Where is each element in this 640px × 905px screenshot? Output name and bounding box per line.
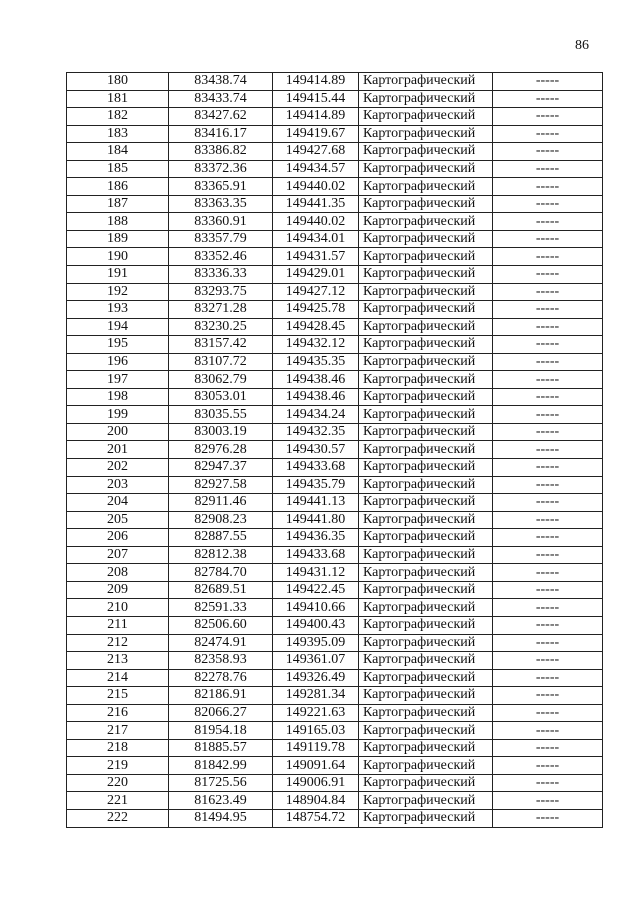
- point-number-cell: 200: [67, 423, 169, 441]
- accuracy-cell: -----: [493, 73, 603, 91]
- y-coordinate-cell: 148904.84: [273, 792, 359, 810]
- y-coordinate-cell: 149429.01: [273, 266, 359, 284]
- y-coordinate-cell: 149433.68: [273, 546, 359, 564]
- point-number-cell: 212: [67, 634, 169, 652]
- method-cell: Картографический: [359, 739, 493, 757]
- accuracy-cell: -----: [493, 336, 603, 354]
- point-number-cell: 198: [67, 388, 169, 406]
- x-coordinate-cell: 81885.57: [169, 739, 273, 757]
- point-number-cell: 203: [67, 476, 169, 494]
- y-coordinate-cell: 149434.57: [273, 160, 359, 178]
- method-cell: Картографический: [359, 459, 493, 477]
- point-number-cell: 181: [67, 90, 169, 108]
- table-row: [67, 652, 603, 670]
- accuracy-cell: -----: [493, 704, 603, 722]
- accuracy-cell: -----: [493, 722, 603, 740]
- accuracy-cell: -----: [493, 546, 603, 564]
- accuracy-cell: -----: [493, 371, 603, 389]
- point-number-cell: 219: [67, 757, 169, 775]
- method-cell: Картографический: [359, 511, 493, 529]
- accuracy-cell: -----: [493, 230, 603, 248]
- method-cell: Картографический: [359, 599, 493, 617]
- accuracy-cell: -----: [493, 441, 603, 459]
- point-number-cell: 222: [67, 809, 169, 827]
- point-number-cell: 185: [67, 160, 169, 178]
- method-cell: Картографический: [359, 90, 493, 108]
- point-number-cell: 206: [67, 529, 169, 547]
- x-coordinate-cell: 83365.91: [169, 178, 273, 196]
- table-row: [67, 564, 603, 582]
- method-cell: Картографический: [359, 143, 493, 161]
- table-row: [67, 459, 603, 477]
- y-coordinate-cell: 149441.35: [273, 195, 359, 213]
- y-coordinate-cell: 149414.89: [273, 108, 359, 126]
- y-coordinate-cell: 149326.49: [273, 669, 359, 687]
- method-cell: Картографический: [359, 757, 493, 775]
- accuracy-cell: -----: [493, 687, 603, 705]
- y-coordinate-cell: 149165.03: [273, 722, 359, 740]
- point-number-cell: 204: [67, 494, 169, 512]
- table-row: [67, 423, 603, 441]
- point-number-cell: 195: [67, 336, 169, 354]
- point-number-cell: 180: [67, 73, 169, 91]
- table-row: [67, 353, 603, 371]
- accuracy-cell: -----: [493, 143, 603, 161]
- x-coordinate-cell: 83352.46: [169, 248, 273, 266]
- x-coordinate-cell: 82887.55: [169, 529, 273, 547]
- table-row: [67, 178, 603, 196]
- table-row: [67, 213, 603, 231]
- point-number-cell: 209: [67, 581, 169, 599]
- y-coordinate-cell: 149435.79: [273, 476, 359, 494]
- x-coordinate-cell: 81494.95: [169, 809, 273, 827]
- y-coordinate-cell: 149441.13: [273, 494, 359, 512]
- x-coordinate-cell: 81725.56: [169, 774, 273, 792]
- accuracy-cell: -----: [493, 809, 603, 827]
- x-coordinate-cell: 82186.91: [169, 687, 273, 705]
- x-coordinate-cell: 81954.18: [169, 722, 273, 740]
- method-cell: Картографический: [359, 230, 493, 248]
- method-cell: Картографический: [359, 353, 493, 371]
- y-coordinate-cell: 148754.72: [273, 809, 359, 827]
- y-coordinate-cell: 149434.01: [273, 230, 359, 248]
- y-coordinate-cell: 149440.02: [273, 178, 359, 196]
- y-coordinate-cell: 149427.68: [273, 143, 359, 161]
- method-cell: Картографический: [359, 301, 493, 319]
- x-coordinate-cell: 82908.23: [169, 511, 273, 529]
- table-row: [67, 809, 603, 827]
- point-number-cell: 191: [67, 266, 169, 284]
- y-coordinate-cell: 149441.80: [273, 511, 359, 529]
- point-number-cell: 205: [67, 511, 169, 529]
- method-cell: Картографический: [359, 546, 493, 564]
- y-coordinate-cell: 149281.34: [273, 687, 359, 705]
- accuracy-cell: -----: [493, 652, 603, 670]
- y-coordinate-cell: 149434.24: [273, 406, 359, 424]
- table-row: [67, 406, 603, 424]
- table-row: [67, 616, 603, 634]
- x-coordinate-cell: 83293.75: [169, 283, 273, 301]
- point-number-cell: 187: [67, 195, 169, 213]
- x-coordinate-cell: 83157.42: [169, 336, 273, 354]
- y-coordinate-cell: 149427.12: [273, 283, 359, 301]
- point-number-cell: 214: [67, 669, 169, 687]
- accuracy-cell: -----: [493, 406, 603, 424]
- accuracy-cell: -----: [493, 248, 603, 266]
- x-coordinate-cell: 82591.33: [169, 599, 273, 617]
- accuracy-cell: -----: [493, 318, 603, 336]
- x-coordinate-cell: 83386.82: [169, 143, 273, 161]
- method-cell: Картографический: [359, 266, 493, 284]
- y-coordinate-cell: 149361.07: [273, 652, 359, 670]
- point-number-cell: 184: [67, 143, 169, 161]
- x-coordinate-cell: 83363.35: [169, 195, 273, 213]
- x-coordinate-cell: 82474.91: [169, 634, 273, 652]
- table-row: [67, 669, 603, 687]
- point-number-cell: 196: [67, 353, 169, 371]
- accuracy-cell: -----: [493, 476, 603, 494]
- x-coordinate-cell: 82927.58: [169, 476, 273, 494]
- y-coordinate-cell: 149395.09: [273, 634, 359, 652]
- accuracy-cell: -----: [493, 160, 603, 178]
- accuracy-cell: -----: [493, 529, 603, 547]
- table-row: [67, 195, 603, 213]
- x-coordinate-cell: 83336.33: [169, 266, 273, 284]
- table-row: [67, 318, 603, 336]
- method-cell: Картографический: [359, 195, 493, 213]
- x-coordinate-cell: 82976.28: [169, 441, 273, 459]
- accuracy-cell: -----: [493, 669, 603, 687]
- method-cell: Картографический: [359, 476, 493, 494]
- x-coordinate-cell: 83438.74: [169, 73, 273, 91]
- method-cell: Картографический: [359, 529, 493, 547]
- point-number-cell: 215: [67, 687, 169, 705]
- y-coordinate-cell: 149091.64: [273, 757, 359, 775]
- accuracy-cell: -----: [493, 581, 603, 599]
- accuracy-cell: -----: [493, 739, 603, 757]
- method-cell: Картографический: [359, 687, 493, 705]
- point-number-cell: 199: [67, 406, 169, 424]
- table-row: [67, 529, 603, 547]
- point-number-cell: 207: [67, 546, 169, 564]
- accuracy-cell: -----: [493, 511, 603, 529]
- point-number-cell: 197: [67, 371, 169, 389]
- table-row: [67, 739, 603, 757]
- x-coordinate-cell: 82812.38: [169, 546, 273, 564]
- y-coordinate-cell: 149440.02: [273, 213, 359, 231]
- y-coordinate-cell: 149410.66: [273, 599, 359, 617]
- accuracy-cell: -----: [493, 108, 603, 126]
- point-number-cell: 186: [67, 178, 169, 196]
- x-coordinate-cell: 83271.28: [169, 301, 273, 319]
- accuracy-cell: -----: [493, 634, 603, 652]
- table-row: [67, 230, 603, 248]
- point-number-cell: 201: [67, 441, 169, 459]
- accuracy-cell: -----: [493, 792, 603, 810]
- table-row: [67, 371, 603, 389]
- y-coordinate-cell: 149431.57: [273, 248, 359, 266]
- x-coordinate-cell: 83035.55: [169, 406, 273, 424]
- table-row: [67, 73, 603, 91]
- table-row: [67, 634, 603, 652]
- method-cell: Картографический: [359, 125, 493, 143]
- table-row: [67, 160, 603, 178]
- x-coordinate-cell: 83357.79: [169, 230, 273, 248]
- table-row: [67, 757, 603, 775]
- y-coordinate-cell: 149428.45: [273, 318, 359, 336]
- method-cell: Картографический: [359, 73, 493, 91]
- y-coordinate-cell: 149422.45: [273, 581, 359, 599]
- point-number-cell: 202: [67, 459, 169, 477]
- method-cell: Картографический: [359, 616, 493, 634]
- table-row: [67, 792, 603, 810]
- y-coordinate-cell: 149438.46: [273, 388, 359, 406]
- y-coordinate-cell: 149432.12: [273, 336, 359, 354]
- table-row: [67, 546, 603, 564]
- x-coordinate-cell: 82506.60: [169, 616, 273, 634]
- x-coordinate-cell: 83433.74: [169, 90, 273, 108]
- method-cell: Картографический: [359, 318, 493, 336]
- method-cell: Картографический: [359, 248, 493, 266]
- accuracy-cell: -----: [493, 283, 603, 301]
- x-coordinate-cell: 83427.62: [169, 108, 273, 126]
- table-row: [67, 301, 603, 319]
- method-cell: Картографический: [359, 336, 493, 354]
- table-row: [67, 441, 603, 459]
- point-number-cell: 208: [67, 564, 169, 582]
- point-number-cell: 211: [67, 616, 169, 634]
- method-cell: Картографический: [359, 423, 493, 441]
- y-coordinate-cell: 149431.12: [273, 564, 359, 582]
- x-coordinate-cell: 81842.99: [169, 757, 273, 775]
- y-coordinate-cell: 149221.63: [273, 704, 359, 722]
- y-coordinate-cell: 149430.57: [273, 441, 359, 459]
- x-coordinate-cell: 82911.46: [169, 494, 273, 512]
- y-coordinate-cell: 149006.91: [273, 774, 359, 792]
- table-row: [67, 143, 603, 161]
- method-cell: Картографический: [359, 652, 493, 670]
- point-number-cell: 183: [67, 125, 169, 143]
- accuracy-cell: -----: [493, 459, 603, 477]
- coordinates-table: [66, 72, 603, 828]
- x-coordinate-cell: 83107.72: [169, 353, 273, 371]
- x-coordinate-cell: 83372.36: [169, 160, 273, 178]
- accuracy-cell: -----: [493, 213, 603, 231]
- table-row: [67, 266, 603, 284]
- x-coordinate-cell: 82278.76: [169, 669, 273, 687]
- accuracy-cell: -----: [493, 757, 603, 775]
- point-number-cell: 210: [67, 599, 169, 617]
- table-row: [67, 388, 603, 406]
- method-cell: Картографический: [359, 371, 493, 389]
- x-coordinate-cell: 83053.01: [169, 388, 273, 406]
- x-coordinate-cell: 82947.37: [169, 459, 273, 477]
- method-cell: Картографический: [359, 722, 493, 740]
- x-coordinate-cell: 82784.70: [169, 564, 273, 582]
- x-coordinate-cell: 82066.27: [169, 704, 273, 722]
- x-coordinate-cell: 82358.93: [169, 652, 273, 670]
- accuracy-cell: -----: [493, 774, 603, 792]
- y-coordinate-cell: 149425.78: [273, 301, 359, 319]
- point-number-cell: 194: [67, 318, 169, 336]
- point-number-cell: 189: [67, 230, 169, 248]
- method-cell: Картографический: [359, 283, 493, 301]
- point-number-cell: 192: [67, 283, 169, 301]
- table-row: [67, 687, 603, 705]
- accuracy-cell: -----: [493, 125, 603, 143]
- accuracy-cell: -----: [493, 301, 603, 319]
- method-cell: Картографический: [359, 581, 493, 599]
- method-cell: Картографический: [359, 213, 493, 231]
- point-number-cell: 182: [67, 108, 169, 126]
- table-row: [67, 494, 603, 512]
- x-coordinate-cell: 83062.79: [169, 371, 273, 389]
- point-number-cell: 190: [67, 248, 169, 266]
- method-cell: Картографический: [359, 108, 493, 126]
- accuracy-cell: -----: [493, 266, 603, 284]
- y-coordinate-cell: 149419.67: [273, 125, 359, 143]
- method-cell: Картографический: [359, 669, 493, 687]
- table-row: [67, 90, 603, 108]
- method-cell: Картографический: [359, 388, 493, 406]
- table-row: [67, 248, 603, 266]
- x-coordinate-cell: 83360.91: [169, 213, 273, 231]
- table-row: [67, 108, 603, 126]
- method-cell: Картографический: [359, 178, 493, 196]
- y-coordinate-cell: 149438.46: [273, 371, 359, 389]
- accuracy-cell: -----: [493, 353, 603, 371]
- x-coordinate-cell: 83230.25: [169, 318, 273, 336]
- point-number-cell: 216: [67, 704, 169, 722]
- table-row: [67, 336, 603, 354]
- point-number-cell: 217: [67, 722, 169, 740]
- table-row: [67, 599, 603, 617]
- point-number-cell: 220: [67, 774, 169, 792]
- method-cell: Картографический: [359, 704, 493, 722]
- method-cell: Картографический: [359, 406, 493, 424]
- y-coordinate-cell: 149414.89: [273, 73, 359, 91]
- method-cell: Картографический: [359, 792, 493, 810]
- x-coordinate-cell: 82689.51: [169, 581, 273, 599]
- table-row: [67, 704, 603, 722]
- accuracy-cell: -----: [493, 616, 603, 634]
- table-row: [67, 283, 603, 301]
- method-cell: Картографический: [359, 774, 493, 792]
- x-coordinate-cell: 83003.19: [169, 423, 273, 441]
- method-cell: Картографический: [359, 564, 493, 582]
- x-coordinate-cell: 83416.17: [169, 125, 273, 143]
- y-coordinate-cell: 149415.44: [273, 90, 359, 108]
- accuracy-cell: -----: [493, 564, 603, 582]
- point-number-cell: 213: [67, 652, 169, 670]
- method-cell: Картографический: [359, 634, 493, 652]
- table-row: [67, 581, 603, 599]
- y-coordinate-cell: 149119.78: [273, 739, 359, 757]
- accuracy-cell: -----: [493, 195, 603, 213]
- x-coordinate-cell: 81623.49: [169, 792, 273, 810]
- accuracy-cell: -----: [493, 90, 603, 108]
- accuracy-cell: -----: [493, 388, 603, 406]
- y-coordinate-cell: 149400.43: [273, 616, 359, 634]
- point-number-cell: 218: [67, 739, 169, 757]
- table-row: [67, 125, 603, 143]
- y-coordinate-cell: 149433.68: [273, 459, 359, 477]
- accuracy-cell: -----: [493, 494, 603, 512]
- page-number: 86: [575, 38, 589, 53]
- table-row: [67, 722, 603, 740]
- point-number-cell: 193: [67, 301, 169, 319]
- method-cell: Картографический: [359, 494, 493, 512]
- table-row: [67, 476, 603, 494]
- accuracy-cell: -----: [493, 423, 603, 441]
- method-cell: Картографический: [359, 160, 493, 178]
- accuracy-cell: -----: [493, 178, 603, 196]
- table-row: [67, 774, 603, 792]
- y-coordinate-cell: 149436.35: [273, 529, 359, 547]
- table-row: [67, 511, 603, 529]
- point-number-cell: 188: [67, 213, 169, 231]
- point-number-cell: 221: [67, 792, 169, 810]
- method-cell: Картографический: [359, 809, 493, 827]
- accuracy-cell: -----: [493, 599, 603, 617]
- y-coordinate-cell: 149432.35: [273, 423, 359, 441]
- y-coordinate-cell: 149435.35: [273, 353, 359, 371]
- method-cell: Картографический: [359, 441, 493, 459]
